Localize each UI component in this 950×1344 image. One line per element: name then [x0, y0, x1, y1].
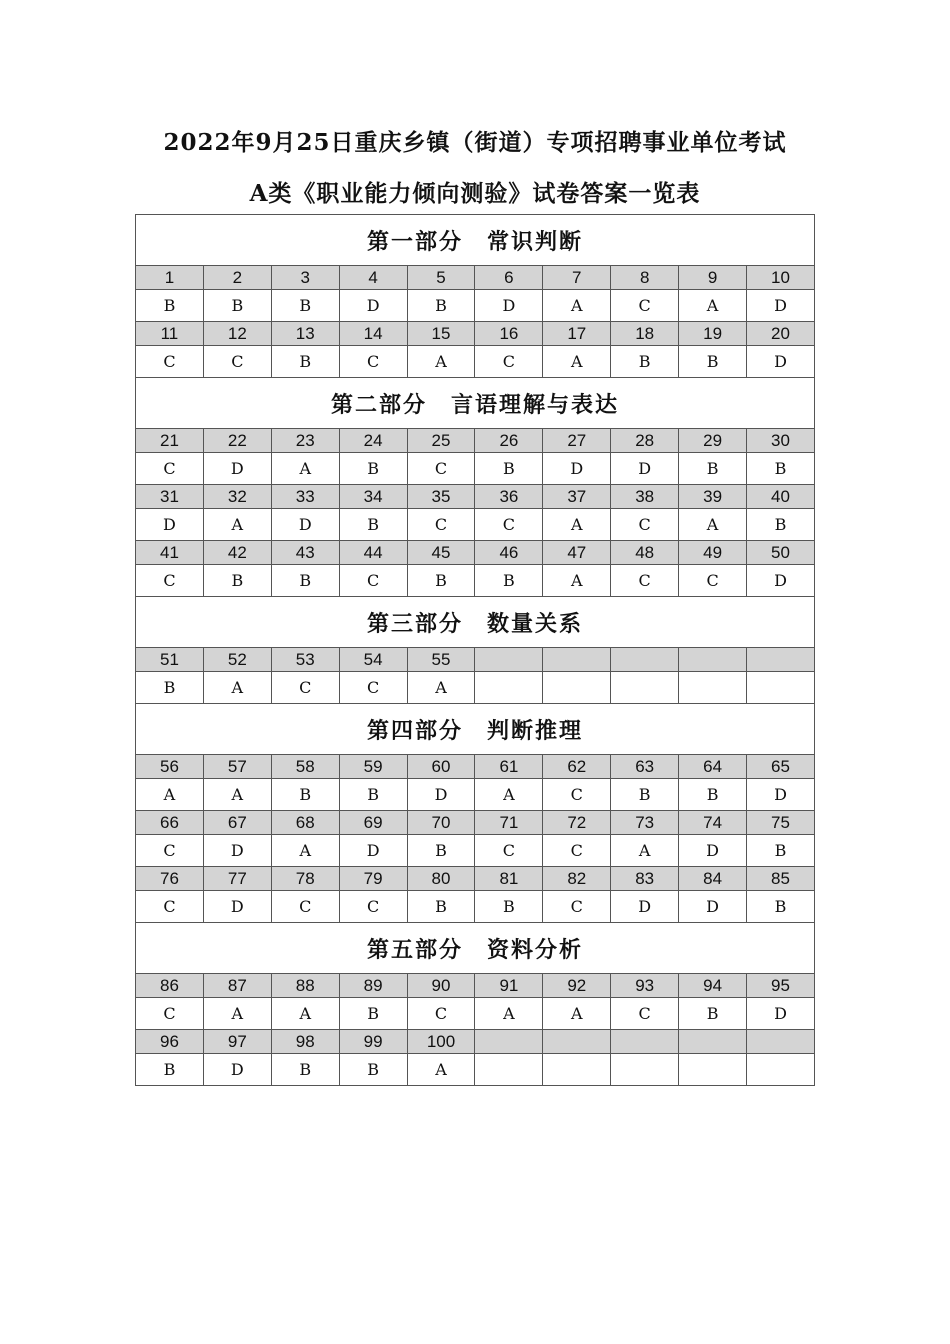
question-number — [679, 648, 747, 672]
answer-cell — [747, 672, 815, 704]
answer-cell: B — [475, 453, 543, 485]
question-number: 95 — [747, 974, 815, 998]
answer-cell: D — [611, 453, 679, 485]
answer-cell: D — [203, 891, 271, 923]
answer-row — [136, 290, 815, 322]
question-number: 46 — [475, 541, 543, 565]
answer-cell — [475, 672, 543, 704]
answer-row — [136, 453, 815, 485]
answer-cell: B — [407, 290, 475, 322]
question-number: 64 — [679, 755, 747, 779]
answer-cell: C — [543, 779, 611, 811]
question-number-row — [136, 429, 815, 453]
question-number: 54 — [339, 648, 407, 672]
question-number: 92 — [543, 974, 611, 998]
question-number: 78 — [271, 867, 339, 891]
answer-cell: B — [271, 565, 339, 597]
question-number: 79 — [339, 867, 407, 891]
question-number: 67 — [203, 811, 271, 835]
question-number: 98 — [271, 1030, 339, 1054]
question-number: 41 — [136, 541, 204, 565]
answer-cell: D — [747, 290, 815, 322]
question-number: 87 — [203, 974, 271, 998]
question-number-row — [136, 867, 815, 891]
question-number: 50 — [747, 541, 815, 565]
question-number: 18 — [611, 322, 679, 346]
answer-cell: B — [475, 891, 543, 923]
answer-cell: D — [679, 835, 747, 867]
question-number: 31 — [136, 485, 204, 509]
answer-cell: A — [475, 998, 543, 1030]
question-number: 9 — [679, 266, 747, 290]
answer-cell: B — [475, 565, 543, 597]
question-number: 94 — [679, 974, 747, 998]
question-number: 40 — [747, 485, 815, 509]
answer-cell: B — [611, 779, 679, 811]
answer-cell: A — [407, 1054, 475, 1086]
question-number: 99 — [339, 1030, 407, 1054]
answer-cell: C — [475, 835, 543, 867]
question-number: 4 — [339, 266, 407, 290]
answer-cell: C — [339, 891, 407, 923]
section-heading: 第四部分 判断推理 — [136, 704, 815, 755]
question-number: 23 — [271, 429, 339, 453]
answer-cell: B — [271, 1054, 339, 1086]
answer-cell: C — [407, 509, 475, 541]
answer-cell: C — [543, 891, 611, 923]
question-number: 89 — [339, 974, 407, 998]
answer-cell: C — [136, 565, 204, 597]
answer-cell: C — [136, 453, 204, 485]
question-number: 39 — [679, 485, 747, 509]
answer-cell: C — [136, 891, 204, 923]
question-number-row — [136, 755, 815, 779]
question-number: 58 — [271, 755, 339, 779]
answer-cell: C — [339, 346, 407, 378]
question-number — [611, 648, 679, 672]
question-number — [747, 648, 815, 672]
answer-cell: B — [271, 346, 339, 378]
answer-cell: C — [271, 672, 339, 704]
question-number: 21 — [136, 429, 204, 453]
question-number: 82 — [543, 867, 611, 891]
question-number: 96 — [136, 1030, 204, 1054]
answer-cell: A — [543, 509, 611, 541]
answer-cell: B — [339, 779, 407, 811]
answer-cell: C — [611, 509, 679, 541]
answer-cell: D — [747, 565, 815, 597]
question-number: 35 — [407, 485, 475, 509]
answer-cell: D — [747, 346, 815, 378]
question-number-row — [136, 648, 815, 672]
answer-cell: B — [339, 509, 407, 541]
question-number-row — [136, 266, 815, 290]
answer-cell: A — [543, 998, 611, 1030]
answer-cell: A — [611, 835, 679, 867]
answer-row — [136, 998, 815, 1030]
question-number: 24 — [339, 429, 407, 453]
question-number: 49 — [679, 541, 747, 565]
question-number: 68 — [271, 811, 339, 835]
question-number-row — [136, 1030, 815, 1054]
question-number — [475, 648, 543, 672]
question-number: 66 — [136, 811, 204, 835]
question-number-row — [136, 811, 815, 835]
question-number: 55 — [407, 648, 475, 672]
answer-cell: D — [136, 509, 204, 541]
answer-cell: A — [543, 290, 611, 322]
answer-cell: C — [339, 672, 407, 704]
question-number: 56 — [136, 755, 204, 779]
answer-cell: A — [543, 346, 611, 378]
question-number — [747, 1030, 815, 1054]
answer-cell: B — [679, 779, 747, 811]
answer-cell: C — [679, 565, 747, 597]
answer-cell: A — [203, 998, 271, 1030]
answer-cell: D — [271, 509, 339, 541]
answer-cell: B — [679, 346, 747, 378]
answer-cell: B — [747, 891, 815, 923]
question-number: 13 — [271, 322, 339, 346]
question-number: 100 — [407, 1030, 475, 1054]
answer-cell: B — [747, 453, 815, 485]
answer-cell: C — [407, 453, 475, 485]
answer-cell: A — [203, 672, 271, 704]
answer-cell: B — [747, 509, 815, 541]
answer-cell: D — [543, 453, 611, 485]
section-heading: 第三部分 数量关系 — [136, 597, 815, 648]
answer-cell: D — [611, 891, 679, 923]
question-number: 83 — [611, 867, 679, 891]
answer-cell: D — [747, 998, 815, 1030]
answer-cell: A — [679, 509, 747, 541]
question-number: 70 — [407, 811, 475, 835]
answer-cell — [611, 672, 679, 704]
question-number: 74 — [679, 811, 747, 835]
answer-cell: D — [203, 453, 271, 485]
question-number: 8 — [611, 266, 679, 290]
question-number: 2 — [203, 266, 271, 290]
answer-cell: A — [407, 346, 475, 378]
question-number: 29 — [679, 429, 747, 453]
question-number-row — [136, 541, 815, 565]
answer-cell: D — [407, 779, 475, 811]
question-number: 20 — [747, 322, 815, 346]
question-number: 43 — [271, 541, 339, 565]
answer-cell: A — [271, 453, 339, 485]
section-header-row — [136, 215, 815, 266]
answer-cell: D — [679, 891, 747, 923]
question-number: 97 — [203, 1030, 271, 1054]
question-number: 37 — [543, 485, 611, 509]
question-number: 7 — [543, 266, 611, 290]
question-number: 86 — [136, 974, 204, 998]
answer-cell: C — [543, 835, 611, 867]
section-header-row — [136, 704, 815, 755]
question-number: 19 — [679, 322, 747, 346]
question-number: 34 — [339, 485, 407, 509]
question-number — [611, 1030, 679, 1054]
question-number: 85 — [747, 867, 815, 891]
question-number: 75 — [747, 811, 815, 835]
question-number: 60 — [407, 755, 475, 779]
answer-cell — [543, 1054, 611, 1086]
answer-cell: C — [611, 998, 679, 1030]
question-number: 38 — [611, 485, 679, 509]
answer-cell: D — [747, 779, 815, 811]
question-number: 45 — [407, 541, 475, 565]
answer-cell: C — [475, 509, 543, 541]
answer-cell: D — [203, 835, 271, 867]
question-number — [679, 1030, 747, 1054]
question-number: 73 — [611, 811, 679, 835]
answer-cell: A — [271, 835, 339, 867]
question-number: 80 — [407, 867, 475, 891]
question-number: 17 — [543, 322, 611, 346]
question-number: 11 — [136, 322, 204, 346]
question-number: 63 — [611, 755, 679, 779]
answer-table — [135, 214, 815, 1086]
question-number-row — [136, 322, 815, 346]
answer-cell: D — [339, 835, 407, 867]
answer-cell: C — [407, 998, 475, 1030]
answer-cell: B — [203, 565, 271, 597]
question-number: 62 — [543, 755, 611, 779]
answer-cell: B — [271, 290, 339, 322]
answer-cell: A — [271, 998, 339, 1030]
answer-cell: A — [203, 779, 271, 811]
section-header-row — [136, 378, 815, 429]
question-number: 30 — [747, 429, 815, 453]
question-number: 14 — [339, 322, 407, 346]
question-number: 16 — [475, 322, 543, 346]
question-number — [475, 1030, 543, 1054]
question-number: 88 — [271, 974, 339, 998]
answer-cell: B — [679, 453, 747, 485]
question-number: 93 — [611, 974, 679, 998]
question-number: 76 — [136, 867, 204, 891]
page-subtitle: A类《职业能力倾向测验》试卷答案一览表 — [249, 180, 701, 207]
question-number: 51 — [136, 648, 204, 672]
answer-cell: C — [136, 346, 204, 378]
answer-cell: C — [475, 346, 543, 378]
question-number: 77 — [203, 867, 271, 891]
question-number: 61 — [475, 755, 543, 779]
answer-row — [136, 891, 815, 923]
answer-cell: B — [611, 346, 679, 378]
answer-cell: A — [203, 509, 271, 541]
answer-cell: B — [747, 835, 815, 867]
answer-cell — [679, 1054, 747, 1086]
question-number: 81 — [475, 867, 543, 891]
answer-cell — [611, 1054, 679, 1086]
answer-cell: B — [407, 565, 475, 597]
section-heading: 第一部分 常识判断 — [136, 215, 815, 266]
answer-cell: B — [203, 290, 271, 322]
answer-cell — [747, 1054, 815, 1086]
question-number: 84 — [679, 867, 747, 891]
question-number: 27 — [543, 429, 611, 453]
question-number: 53 — [271, 648, 339, 672]
answer-row — [136, 672, 815, 704]
answer-cell: D — [475, 290, 543, 322]
question-number: 47 — [543, 541, 611, 565]
section-heading: 第二部分 言语理解与表达 — [136, 378, 815, 429]
answer-cell — [543, 672, 611, 704]
question-number: 71 — [475, 811, 543, 835]
question-number: 32 — [203, 485, 271, 509]
answer-row — [136, 565, 815, 597]
question-number — [543, 1030, 611, 1054]
answer-cell: C — [136, 998, 204, 1030]
answer-cell: C — [203, 346, 271, 378]
question-number: 44 — [339, 541, 407, 565]
question-number-row — [136, 974, 815, 998]
question-number: 33 — [271, 485, 339, 509]
question-number: 5 — [407, 266, 475, 290]
question-number: 57 — [203, 755, 271, 779]
answer-cell — [679, 672, 747, 704]
question-number: 72 — [543, 811, 611, 835]
question-number — [543, 648, 611, 672]
question-number: 28 — [611, 429, 679, 453]
question-number: 22 — [203, 429, 271, 453]
answer-row — [136, 835, 815, 867]
answer-cell: D — [203, 1054, 271, 1086]
answer-cell: A — [679, 290, 747, 322]
question-number: 1 — [136, 266, 204, 290]
answer-cell: B — [339, 998, 407, 1030]
question-number: 25 — [407, 429, 475, 453]
answer-cell: B — [136, 672, 204, 704]
answer-cell: B — [271, 779, 339, 811]
answer-cell: B — [136, 1054, 204, 1086]
question-number: 36 — [475, 485, 543, 509]
question-number: 90 — [407, 974, 475, 998]
question-number: 3 — [271, 266, 339, 290]
answer-cell: A — [475, 779, 543, 811]
question-number: 52 — [203, 648, 271, 672]
answer-cell: C — [611, 565, 679, 597]
answer-cell: C — [611, 290, 679, 322]
section-header-row — [136, 923, 815, 974]
answer-cell: B — [407, 891, 475, 923]
answer-row — [136, 1054, 815, 1086]
question-number: 59 — [339, 755, 407, 779]
question-number: 42 — [203, 541, 271, 565]
question-number: 6 — [475, 266, 543, 290]
section-heading: 第五部分 资料分析 — [136, 923, 815, 974]
answer-cell — [475, 1054, 543, 1086]
answer-cell: D — [339, 290, 407, 322]
page-title: 2022年9月25日重庆乡镇（街道）专项招聘事业单位考试 — [163, 129, 787, 156]
answer-cell: B — [679, 998, 747, 1030]
answer-cell: A — [543, 565, 611, 597]
question-number: 10 — [747, 266, 815, 290]
question-number: 48 — [611, 541, 679, 565]
answer-cell: C — [339, 565, 407, 597]
answer-cell: A — [407, 672, 475, 704]
answer-cell: B — [339, 453, 407, 485]
answer-row — [136, 779, 815, 811]
question-number-row — [136, 485, 815, 509]
question-number: 69 — [339, 811, 407, 835]
answer-cell: C — [271, 891, 339, 923]
answer-row — [136, 509, 815, 541]
answer-cell: B — [339, 1054, 407, 1086]
question-number: 26 — [475, 429, 543, 453]
question-number: 91 — [475, 974, 543, 998]
answer-cell: B — [407, 835, 475, 867]
answer-cell: B — [136, 290, 204, 322]
question-number: 65 — [747, 755, 815, 779]
section-header-row — [136, 597, 815, 648]
answer-cell: C — [136, 835, 204, 867]
question-number: 12 — [203, 322, 271, 346]
answer-cell: A — [136, 779, 204, 811]
answer-row — [136, 346, 815, 378]
question-number: 15 — [407, 322, 475, 346]
